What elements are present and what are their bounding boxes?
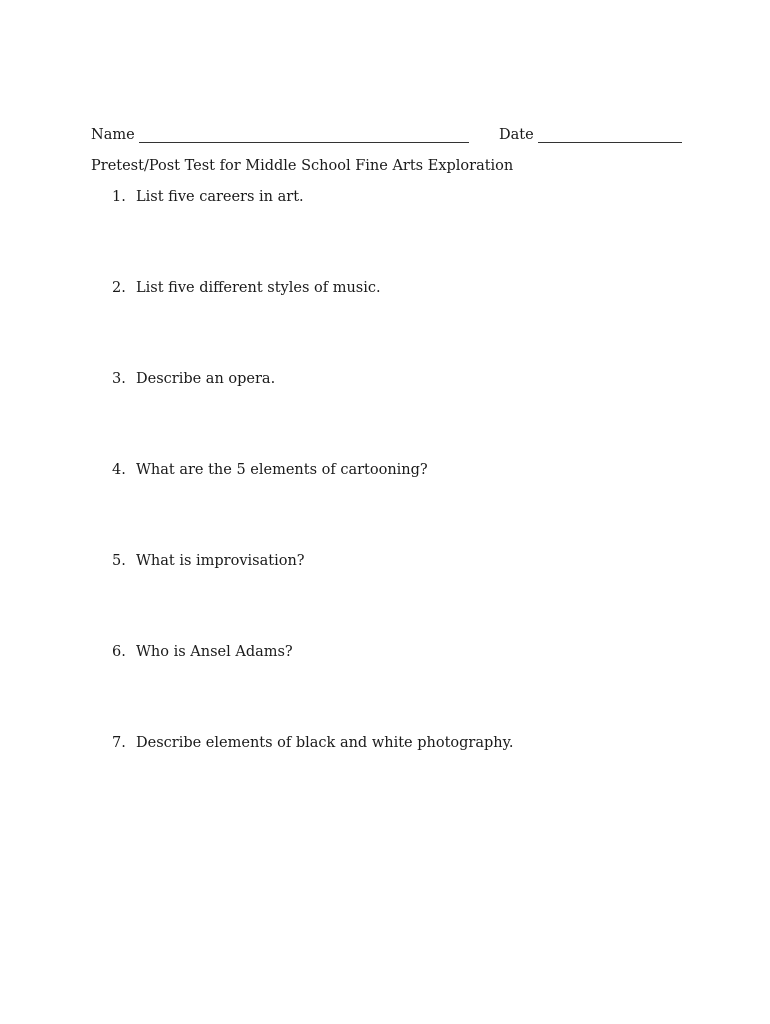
name-field: [91, 127, 469, 143]
question-item-6: [112, 644, 293, 660]
question-item-4: [112, 462, 428, 478]
question-text: Describe an opera.: [136, 371, 276, 387]
question-text: List five careers in art.: [136, 189, 304, 205]
question-text: Who is Ansel Adams?: [136, 644, 293, 660]
header-row: [91, 127, 681, 149]
question-number: 3.: [112, 371, 126, 387]
question-number: 7.: [112, 735, 126, 751]
question-text: What is improvisation?: [136, 553, 305, 569]
question-item-7: [112, 735, 513, 751]
question-text: Describe elements of black and white photography.: [136, 735, 514, 751]
date-field: [499, 127, 682, 143]
question-item-3: [112, 371, 275, 387]
question-item-1: [112, 189, 304, 205]
name-label: Name: [91, 127, 135, 143]
question-text: List five different styles of music.: [136, 280, 381, 296]
name-blank-line[interactable]: [139, 127, 469, 143]
question-item-2: [112, 280, 381, 296]
date-blank-line[interactable]: [538, 127, 682, 143]
question-number: 4.: [112, 462, 126, 478]
question-text: What are the 5 elements of cartooning?: [136, 462, 428, 478]
question-number: 1.: [112, 189, 126, 205]
question-number: 6.: [112, 644, 126, 660]
worksheet-title: Pretest/Post Test for Middle School Fine Arts Exploration: [91, 158, 514, 174]
date-label: Date: [499, 127, 534, 143]
question-number: 5.: [112, 553, 126, 569]
question-number: 2.: [112, 280, 126, 296]
question-item-5: [112, 553, 305, 569]
